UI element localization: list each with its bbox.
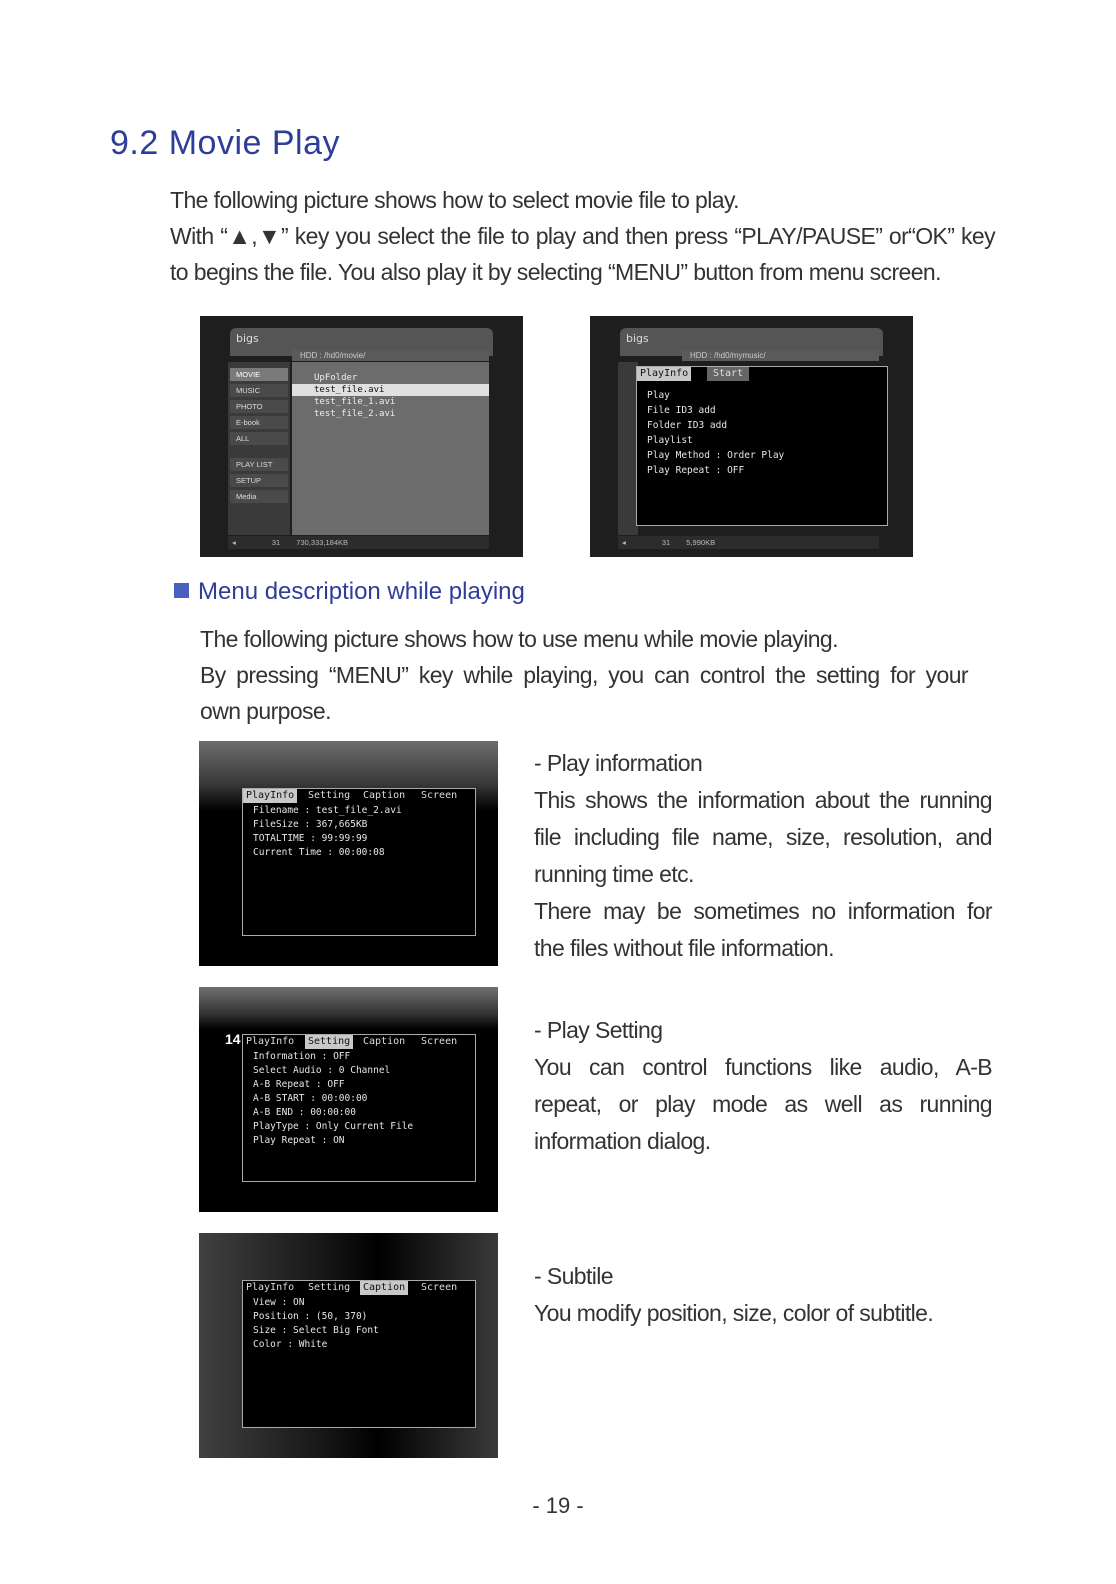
screenshot-playinfo-menu <box>590 316 913 557</box>
status-bar <box>618 536 879 549</box>
intro-line-1: The following picture shows how to select movie file to play. <box>170 187 739 213</box>
setting-ab-repeat[interactable]: A-B Repeat : OFF <box>253 1079 345 1090</box>
tab-caption[interactable]: Caption <box>363 1036 406 1047</box>
screenshot-file-browser <box>200 316 523 557</box>
info-filesize: FileSize : 367,665KB <box>253 819 368 830</box>
caption-color[interactable]: Color : White <box>253 1339 328 1350</box>
tab-playinfo[interactable]: PlayInfo <box>246 1036 295 1047</box>
desc-play-info-2: file including file name, size, resolution, and <box>534 824 992 850</box>
tab-screen[interactable]: Screen <box>421 790 458 801</box>
volume-icon: ◂ <box>622 538 626 547</box>
file-list <box>292 362 489 535</box>
desc-play-info-3: running time etc. <box>534 861 694 887</box>
disk-size: 5,990KB <box>686 538 716 547</box>
section-text-3: own purpose. <box>200 698 331 724</box>
section-text-2: By pressing “MENU” key while playing, you can control the setting for your <box>200 662 968 688</box>
caption-size[interactable]: Size : Select Big Font <box>253 1325 379 1336</box>
tab-caption[interactable]: Caption <box>363 790 406 801</box>
nav-item-setup[interactable]: SETUP <box>230 474 288 487</box>
disk-size: 730,333,184KB <box>296 538 349 547</box>
file-row[interactable]: test_file_2.avi <box>314 409 396 419</box>
info-current-time: Current Time : 00:00:08 <box>253 847 385 858</box>
status-bar <box>228 536 489 549</box>
tab-setting[interactable]: Setting <box>305 1035 353 1049</box>
desc-heading-play-info: - Play information <box>534 750 703 776</box>
nav-item-music[interactable]: MUSIC <box>230 384 288 397</box>
info-filename: Filename : test_file_2.avi <box>253 805 402 816</box>
setting-select-audio[interactable]: Select Audio : 0 Channel <box>253 1065 391 1076</box>
osd-menu <box>242 1280 476 1428</box>
setting-play-repeat[interactable]: Play Repeat : ON <box>253 1135 345 1146</box>
nav-item-ebook[interactable]: E-book <box>230 416 288 429</box>
caption-view[interactable]: View : ON <box>253 1297 305 1308</box>
tab-screen[interactable]: Screen <box>421 1282 458 1293</box>
nav-item-all[interactable]: ALL <box>230 432 288 445</box>
section-heading: Menu description while playing <box>174 578 525 606</box>
category-nav <box>228 362 290 535</box>
nav-item-playlist[interactable]: PLAY LIST <box>230 458 288 471</box>
tab-caption[interactable]: Caption <box>360 1281 408 1295</box>
section-text-1: The following picture shows how to use menu while movie playing. <box>200 626 838 652</box>
channel-badge: 14 <box>225 1031 241 1047</box>
setting-information[interactable]: Information : OFF <box>253 1051 351 1062</box>
file-row-upfolder[interactable]: UpFolder <box>314 373 358 383</box>
caption-position[interactable]: Position : (50, 370) <box>253 1311 368 1322</box>
nav-item-movie[interactable]: MOVIE <box>230 368 288 381</box>
setting-ab-end[interactable]: A-B END : 00:00:00 <box>253 1107 356 1118</box>
tab-playinfo[interactable]: PlayInfo <box>637 367 691 381</box>
category-nav <box>618 362 638 535</box>
desc-play-setting-2: repeat, or play mode as well as running <box>534 1091 992 1117</box>
screenshot-caption-tab <box>199 1233 498 1458</box>
setting-playtype[interactable]: PlayType : Only Current File <box>253 1121 414 1132</box>
square-bullet-icon <box>174 583 189 598</box>
volume-icon: ◂ <box>232 538 236 547</box>
tab-playinfo[interactable]: PlayInfo <box>243 789 297 803</box>
info-totaltime: TOTALTIME : 99:99:99 <box>253 833 368 844</box>
tab-playinfo[interactable]: PlayInfo <box>246 1282 295 1293</box>
desc-play-info-4: There may be sometimes no information for <box>534 898 992 924</box>
playinfo-popup <box>636 366 888 526</box>
desc-heading-play-setting: - Play Setting <box>534 1017 663 1043</box>
tab-screen[interactable]: Screen <box>421 1036 458 1047</box>
osd-menu <box>242 1034 476 1182</box>
desc-heading-subtile: - Subtile <box>534 1263 613 1289</box>
nav-item-photo[interactable]: PHOTO <box>230 400 288 413</box>
screenshot-setting-tab <box>199 987 498 1212</box>
page-number: - 19 - <box>532 1493 584 1518</box>
menu-item-play[interactable]: Play <box>647 390 670 401</box>
setting-ab-start[interactable]: A-B START : 00:00:00 <box>253 1093 368 1104</box>
desc-play-info-1: This shows the information about the running <box>534 787 992 813</box>
volume-level: 31 <box>661 538 671 547</box>
page-title: 9.2 Movie Play <box>110 124 340 162</box>
file-row-selected[interactable]: test_file.avi <box>292 384 489 396</box>
volume-level: 31 <box>271 538 281 547</box>
menu-item-playlist[interactable]: Playlist <box>647 435 693 446</box>
tab-setting[interactable]: Setting <box>308 1282 351 1293</box>
desc-play-setting-3: information dialog. <box>534 1128 711 1154</box>
screenshot-playinfo-tab <box>199 741 498 966</box>
intro-line-3: to begins the file. You also play it by selecting “MENU” button from menu screen. <box>170 259 941 285</box>
nav-item-media[interactable]: Media <box>230 490 288 503</box>
path-bar: HDD : /hd0/mymusic/ <box>682 350 879 361</box>
desc-play-setting-1: You can control functions like audio, A-B <box>534 1054 992 1080</box>
brand-logo: bigs <box>236 332 259 345</box>
brand-logo: bigs <box>626 332 649 345</box>
tab-start[interactable]: Start <box>707 367 749 381</box>
desc-subtile-1: You modify position, size, color of subtitle. <box>534 1300 934 1326</box>
path-bar: HDD : /hd0/movie/ <box>292 350 489 361</box>
osd-menu <box>242 788 476 936</box>
file-row[interactable]: test_file_1.avi <box>314 397 396 407</box>
menu-item-play-repeat[interactable]: Play Repeat : OFF <box>647 465 745 476</box>
intro-line-2: With “▲,▼” key you select the file to play and then press “PLAY/PAUSE” or“OK” key <box>170 223 995 249</box>
menu-item-file-id3[interactable]: File ID3 add <box>647 405 716 416</box>
menu-item-play-method[interactable]: Play Method : Order Play <box>647 450 785 461</box>
desc-play-info-5: the files without file information. <box>534 935 834 961</box>
tab-setting[interactable]: Setting <box>308 790 351 801</box>
menu-item-folder-id3[interactable]: Folder ID3 add <box>647 420 728 431</box>
